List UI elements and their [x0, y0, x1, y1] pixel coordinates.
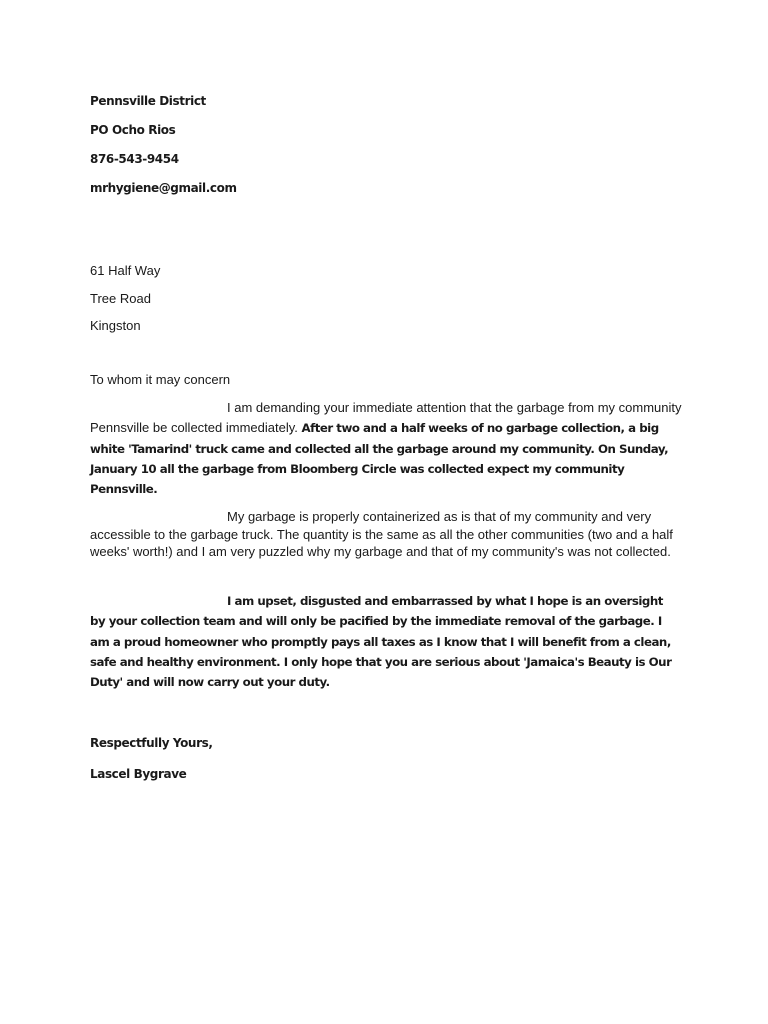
salutation: To whom it may concern [90, 372, 231, 387]
paragraph-1-bold-text: After two and a half weeks of no garbage collection, a big white 'Tamarind' truck came and collected all the garbage around my community. On Sunday, January 10 all the garbage from Bloomberg Circle was collected expect my community Pennsville. [90, 421, 669, 497]
recipient-line-1: 61 Half Way [90, 263, 161, 278]
sender-email: mrhygiene@gmail.com [90, 181, 237, 195]
paragraph-1-regular-text: I am demanding your immediate attention that the garbage from my community Pennsville be collected immediately. [90, 400, 682, 436]
recipient-line-3: Kingston [90, 318, 141, 333]
recipient-line-2: Tree Road [90, 290, 151, 306]
body-paragraph-3 [90, 591, 680, 692]
sender-po: PO Ocho Rios [90, 123, 176, 137]
body-paragraph-2 [90, 508, 682, 561]
sender-district: Pennsville District [90, 94, 206, 108]
sender-address-block [90, 92, 237, 208]
signatory-name: Lascel Bygrave [90, 767, 187, 781]
closing-block [90, 734, 212, 796]
sender-phone: 876-543-9454 [90, 152, 179, 166]
paragraph-2-text: My garbage is properly containerized as is that of my community and very accessible to the garbage truck. The quantity is the same as all the other communities (two and a half weeks' worth!) and I am very puzzled why my garbage and that of my community's was not collected. [90, 509, 673, 559]
recipient-address-block [90, 262, 160, 345]
sign-off: Respectfully Yours, [90, 736, 213, 750]
paragraph-3-text: I am upset, disgusted and embarrassed by what I hope is an oversight by your collection team and will only be pacified by the immediate removal of the garbage. I am a proud homeowner who promptly pays all taxes as I know that I will benefit from a clean, safe and healthy environment. I only hope that you are serious about 'Jamaica's Beauty is Our Duty' and will now carry out your duty. [90, 594, 672, 690]
body-paragraph-1 [90, 398, 682, 499]
